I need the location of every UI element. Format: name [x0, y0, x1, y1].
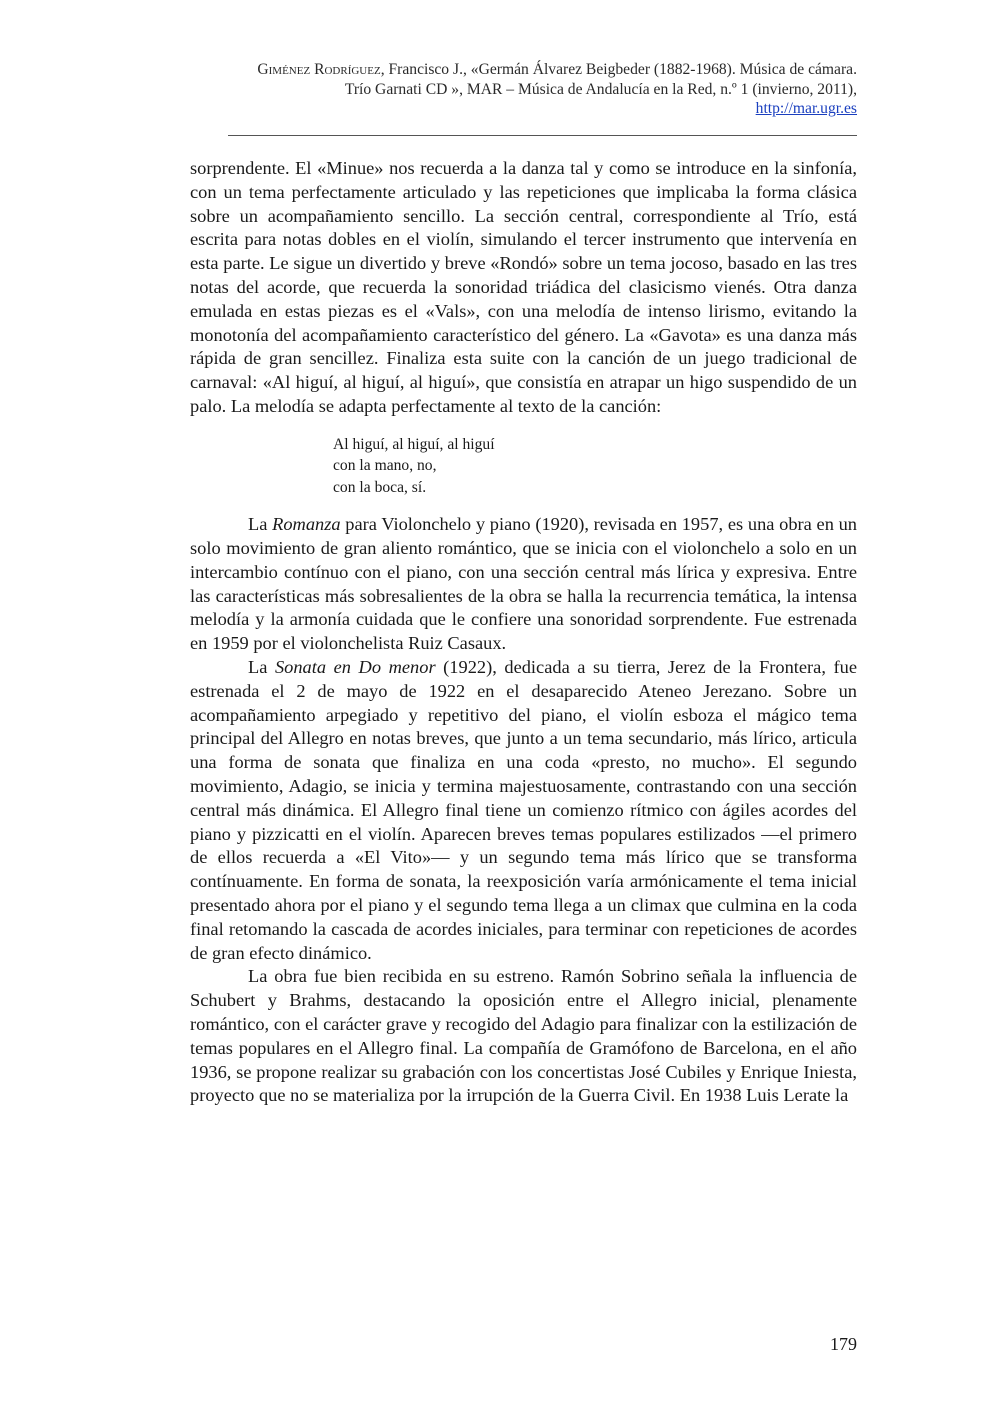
verse-line-2: con la mano, no,	[333, 457, 437, 475]
paragraph-romanza-text: para Violonchelo y piano (1920), revisada en 1957, es una obra en un solo movimiento de gran aliento romántico, que se inicia con el violonchelo a solo en un intercambio contínuo con el piano, con una sección central más lírica y expresiva. Entre las características más sobresalientes de la obra se halla la recurrencia temática, la intensa melodía y la armonía cuidada que le confiere una sonoridad sorprendente. Fue estrenada en 1959 por el violonchelista Ruiz Casaux.	[190, 514, 858, 654]
paragraph-1: sorprendente. El «Minue» nos recuerda a la danza tal y como se introduce en la sinfonía, con un tema perfectamente articulado y las repeticiones que implicaba la forma clásica sobre un acompañamiento sencillo. La sección central, correspondiente al Trío, está escrita para notas dobles en el violín, simulando el tercer instrumento que intervenía en esta parte. Le sigue un divertido y breve «Rondó» sobre un tema jocoso, basado en las tres notas del acorde, que recuerda la sonoridad triádica del clasicismo vienés. Otra danza emulada en estas piezas es el «Vals», con una melodía de intenso lirismo, evitando la monotonía del acompañamiento característico del género. La «Gavota» es una danza más rápida de gran sencillez. Finaliza esta suite con la canción de un juego tradicional de carnaval: «Al higuí, al higuí, al higuí», que consistía en atrapar un higo suspendido de un palo. La melodía se adapta perfectamente al texto de la canción:	[190, 158, 857, 416]
paragraph-sonata-start: La	[248, 657, 275, 678]
work-title-romanza: Romanza	[272, 514, 341, 535]
header-divider	[228, 135, 857, 136]
header-citation-text-1: , Francisco J., «Germán Álvarez Beigbeder (1882-1968). Música de cámara.	[380, 61, 857, 78]
main-text	[190, 157, 857, 1108]
header-url-line	[150, 99, 857, 119]
paragraph-romanza	[190, 513, 857, 656]
paragraph-sonata-text: (1922), dedicada a su tierra, Jerez de la Frontera, fue estrenada el 2 de mayo de 1922 en el desaparecido Ateneo Jerezano. Sobre un acompañamiento arpegiado y repetitivo del piano, el violín esboza el mágico tema principal del Allegro en notas breves, que junto a un tema secundario, más lírico, articula una forma de sonata que finaliza en una coda «presto, no mucho». El segundo movimiento, Adagio, se inicia y termina majestuosamente, contrastando con una sección central más dinámica. El Allegro final tiene un comienzo rítmico con ágiles acordes del piano y pizzicatti en el violín. Aparecen breves temas populares estilizados —el primero de ellos recuerda a «El Vito»— y un segundo tema más lírico que se transforma contínuamente. En forma de sonata, la reexposición varía armónicamente el tema inicial presentado ahora por el piano y el segundo tema llega a un climax que culmina en la coda final retomando la cascada de acordes iniciales, para terminar con repeticiones de acordes de gran efecto dinámico.	[190, 657, 857, 963]
work-title-sonata: Sonata en Do menor	[274, 657, 436, 678]
verse-line-1: Al higuí, al higuí, al higuí	[333, 435, 495, 453]
paragraph-sonata	[190, 656, 857, 965]
paragraph-reception: La obra fue bien recibida en su estreno. Ramón Sobrino señala la influencia de Schubert y Brahms, destacando la oposición entre el Allegro inicial, plenamente romántico, con el carácter grave y recogido del Adagio para finalizar con la estilización de temas populares en el Allegro final. La compañía de Gramófono de Barcelona, en el año 1936, se propone realizar su grabación con los concertistas José Cubiles y Enrique Iniesta, proyecto que no se materializa por la irrupción de la Guerra Civil. En 1938 Luis Lerate la	[190, 966, 857, 1106]
header-citation-line-1	[150, 60, 857, 80]
page-number: 179	[830, 1334, 857, 1354]
verse-line-3: con la boca, sí.	[333, 478, 427, 496]
header-citation-line-2: Trío Garnati CD », MAR – Música de Andalucía en la Red, n.º 1 (invierno, 2011),	[344, 80, 857, 98]
running-header	[150, 60, 857, 119]
paragraph-romanza-start: La	[248, 514, 273, 535]
journal-url-link[interactable]: http://mar.ugr.es	[755, 100, 857, 117]
song-verse	[333, 434, 857, 499]
header-author: Giménez Rodríguez	[257, 61, 381, 78]
